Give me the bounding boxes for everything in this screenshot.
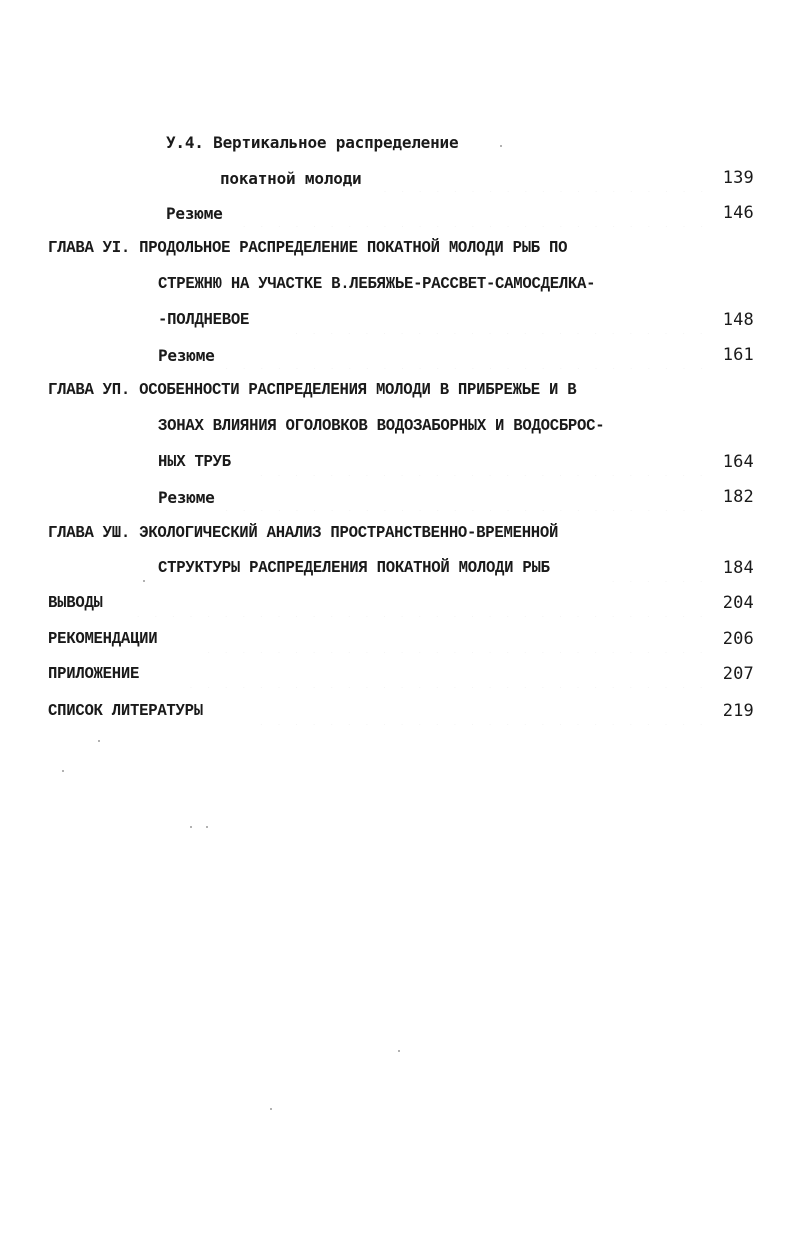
toc-entry-text: ГЛАВА УI. ПРОДОЛЬНОЕ РАСПРЕДЕЛЕНИЕ ПОКАТНОЙ МОЛОДИ РЫБ ПО	[48, 238, 568, 258]
toc-entry-conclusions	[48, 589, 754, 617]
toc-entry-section-4-summary	[166, 199, 754, 227]
toc-entry-text: ГЛАВА УШ. ЭКОЛОГИЧЕСКИЙ АНАЛИЗ ПРОСТРАНСТВЕННО-ВРЕМЕННОЙ	[48, 523, 559, 543]
toc-entry-text: ВЫВОДЫ	[48, 593, 103, 613]
dot-leader	[286, 306, 710, 334]
toc-entry-chapter-7-summary	[158, 483, 754, 511]
toc-entry-chapter-8-line1	[48, 519, 738, 547]
toc-entry-chapter-7-line3	[158, 448, 754, 476]
page-number: 164	[722, 452, 754, 472]
scan-speck	[206, 826, 208, 828]
toc-entry-text: СТРУКТУРЫ РАСПРЕДЕЛЕНИЯ ПОКАТНОЙ МОЛОДИ РЫБ	[158, 558, 550, 578]
page-number: 184	[722, 558, 754, 578]
dot-leader	[604, 554, 710, 582]
dot-leader	[231, 199, 710, 227]
page-number: 139	[722, 168, 754, 188]
toc-entry-text: У.4. Вертикальное распределение	[166, 132, 459, 152]
toc-entry-section-4-line2	[220, 164, 754, 192]
toc-entry-text: покатной молоди	[220, 168, 362, 188]
toc-entry-section-4-line1	[166, 128, 726, 156]
toc-entry-text: Резюме	[158, 345, 215, 365]
dot-leader	[130, 589, 710, 617]
scan-speck	[190, 826, 192, 828]
page-number: 146	[722, 203, 754, 223]
toc-entry-text: ГЛАВА УП. ОСОБЕННОСТИ РАСПРЕДЕЛЕНИЯ МОЛОДИ В ПРИБРЕЖЬЕ И В	[48, 380, 577, 400]
page-number: 219	[722, 701, 754, 721]
page-number: 148	[722, 310, 754, 330]
scan-speck	[500, 145, 502, 147]
toc-entry-text: -ПОЛДНЕВОЕ	[158, 310, 250, 330]
toc-entry-text: ЗОНАХ ВЛИЯНИЯ ОГОЛОВКОВ ВОДОЗАБОРНЫХ И ВОДОСБРОС-	[158, 416, 605, 436]
scan-speck	[62, 770, 64, 772]
scan-speck	[398, 1050, 400, 1052]
toc-entry-chapter-7-line2	[158, 412, 738, 440]
toc-entry-recommendations	[48, 625, 754, 653]
toc-entry-chapter-6-line3	[158, 306, 754, 334]
toc-entry-chapter-8-line2	[158, 554, 754, 582]
toc-entry-chapter-6-line2	[158, 270, 738, 298]
page-number: 204	[722, 593, 754, 613]
toc-entry-text: Резюме	[158, 487, 215, 507]
dot-leader	[370, 164, 711, 192]
page-number: 182	[722, 487, 754, 507]
toc-entry-text: СПИСОК ЛИТЕРАТУРЫ	[48, 701, 203, 721]
scan-speck	[143, 580, 145, 582]
toc-entry-text: Резюме	[166, 203, 223, 223]
toc-entry-references	[48, 697, 754, 725]
dot-leader	[202, 625, 710, 653]
dot-leader	[176, 660, 710, 688]
page-number: 207	[722, 664, 754, 684]
scan-speck	[98, 740, 100, 742]
page-number: 206	[722, 629, 754, 649]
toc-entry-text: ПРИЛОЖЕНИЕ	[48, 664, 140, 684]
toc-entry-text: РЕКОМЕНДАЦИИ	[48, 629, 158, 649]
toc-entry-chapter-7-line1	[48, 376, 738, 404]
toc-entry-text: СТРЕЖНЮ НА УЧАСТКЕ В.ЛЕБЯЖЬЕ-РАССВЕТ-САМОСДЕЛКА-	[158, 274, 596, 294]
dot-leader	[223, 483, 710, 511]
dot-leader	[223, 341, 710, 369]
dot-leader	[252, 697, 710, 725]
dot-leader	[258, 448, 710, 476]
toc-entry-text: НЫХ ТРУБ	[158, 452, 231, 472]
page-number: 161	[722, 345, 754, 365]
toc-entry-appendix	[48, 660, 754, 688]
toc-entry-chapter-6-summary	[158, 341, 754, 369]
scan-speck	[270, 1108, 272, 1110]
toc-entry-chapter-6-line1	[48, 234, 738, 262]
